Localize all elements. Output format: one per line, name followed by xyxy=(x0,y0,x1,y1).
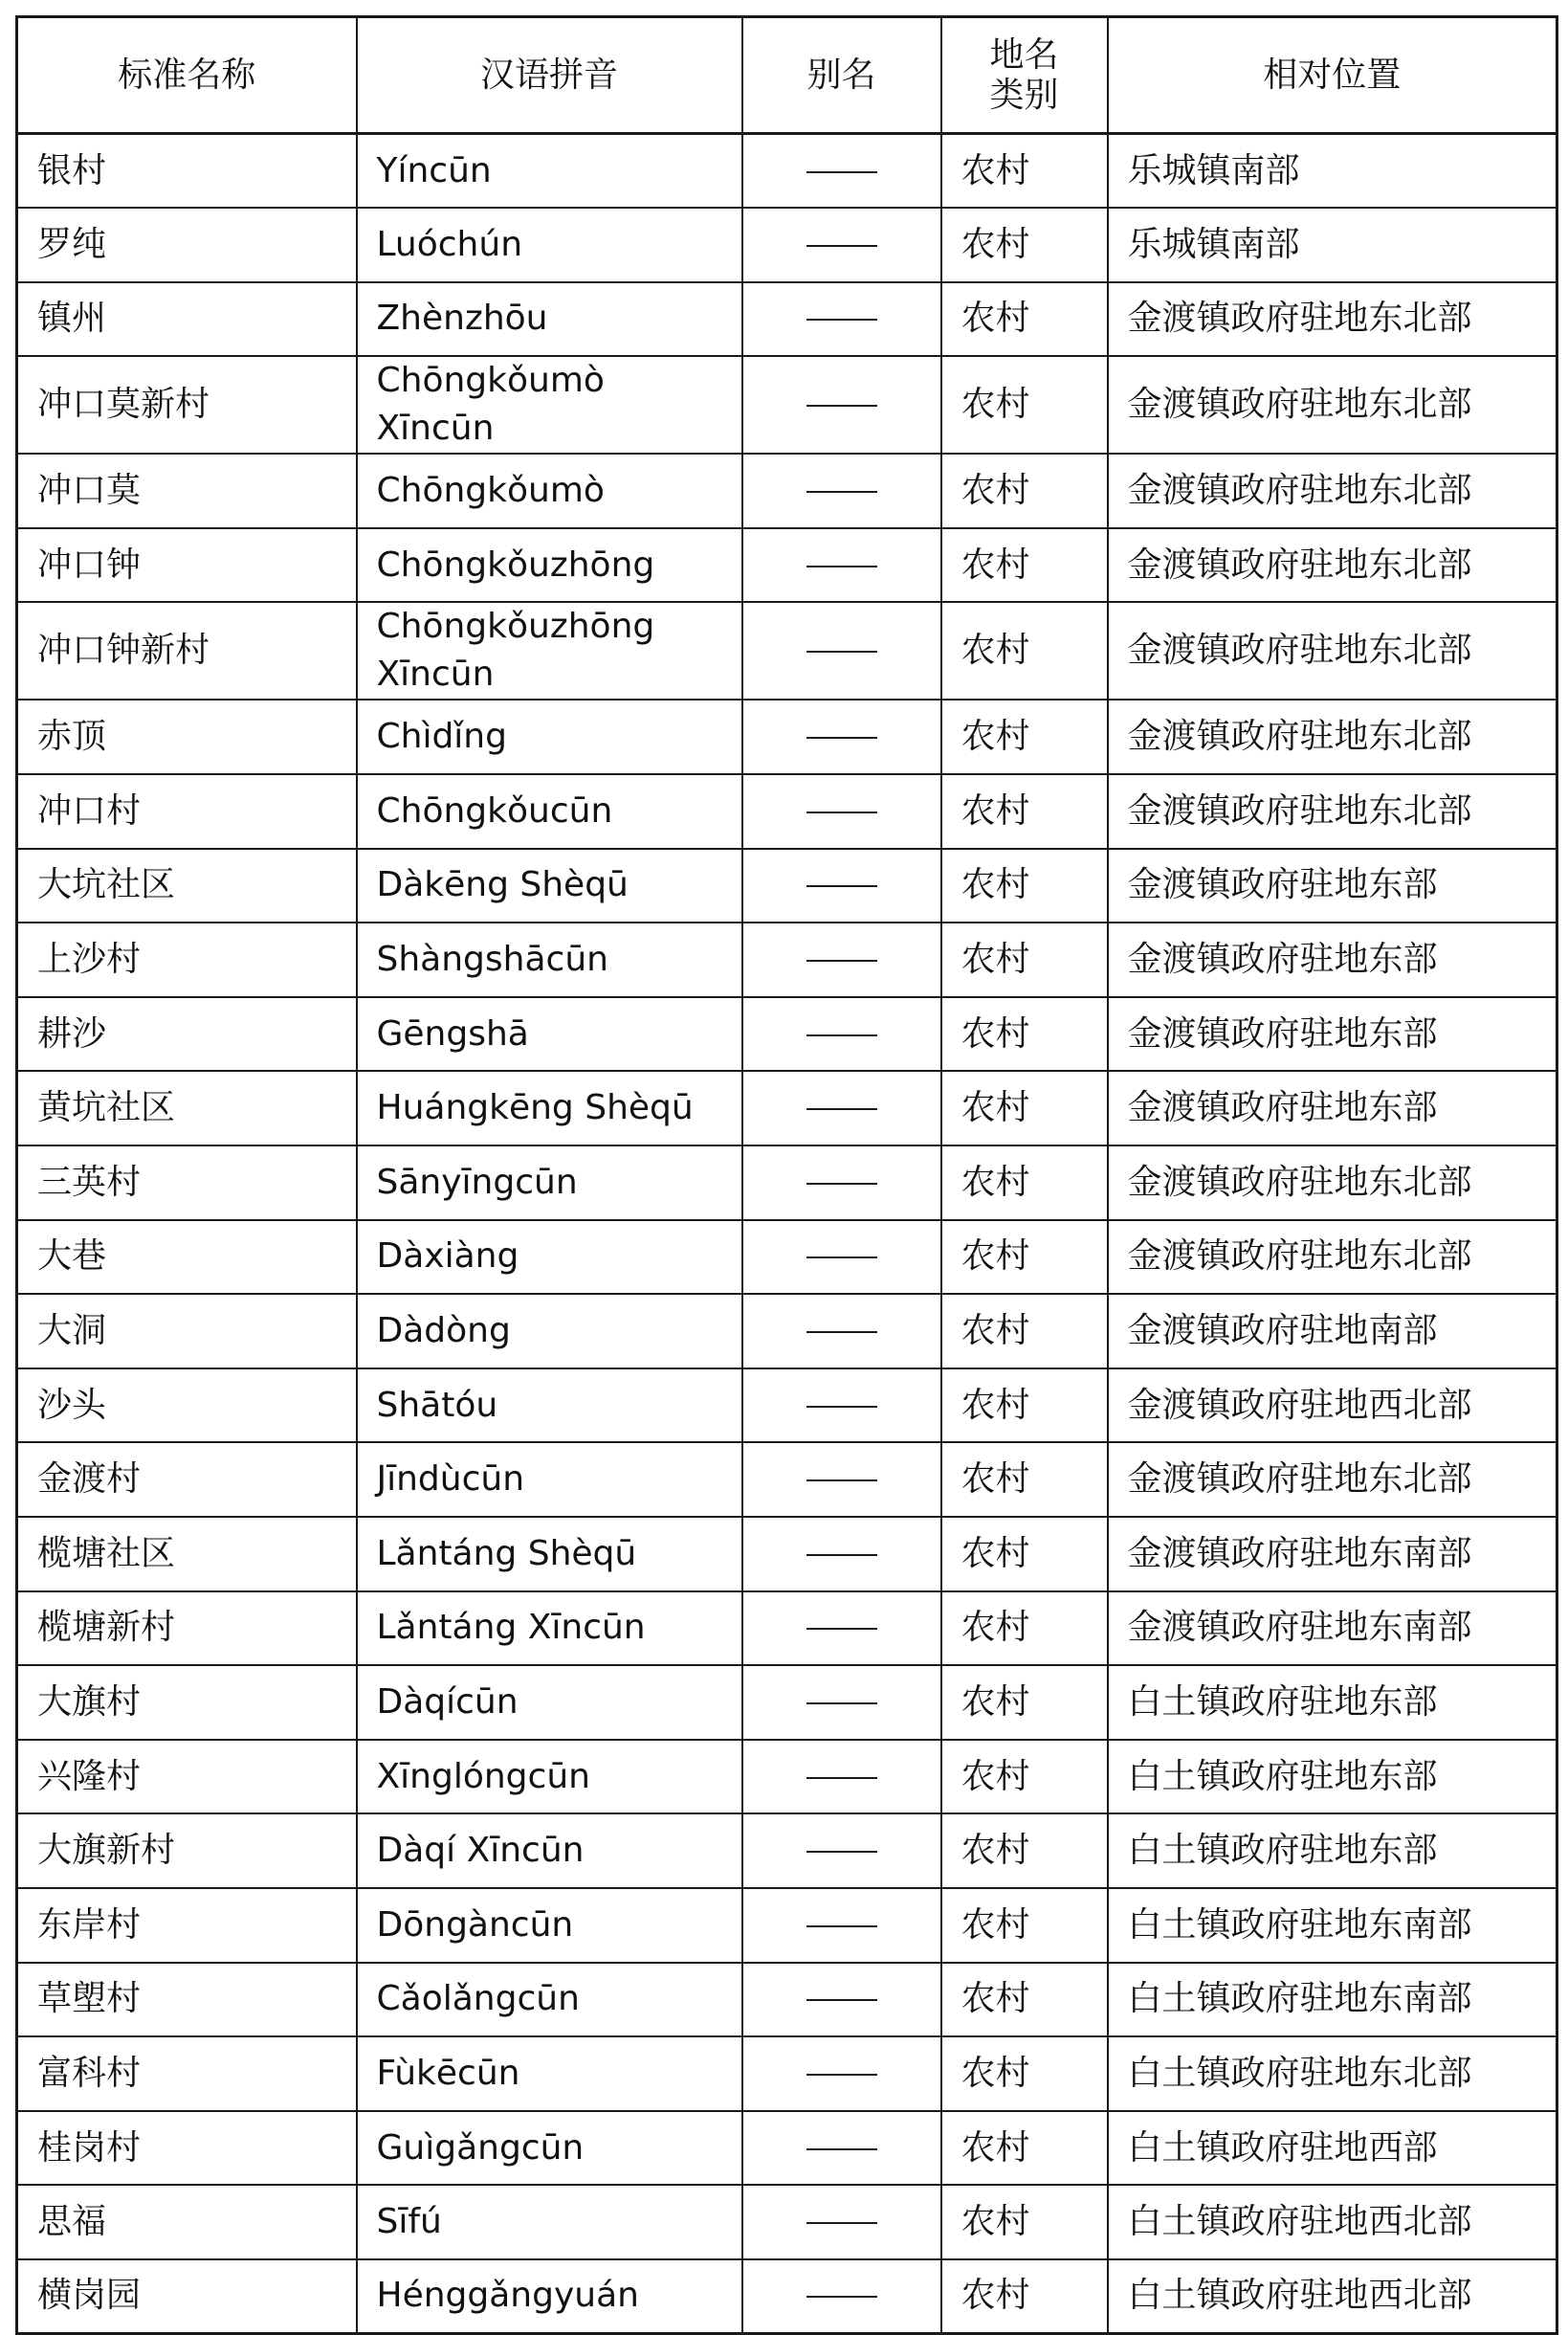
cell-location: 金渡镇政府驻地东北部 xyxy=(1108,282,1557,357)
cell-standard-name: 大坑社区 xyxy=(17,849,357,923)
alias-dash xyxy=(806,2148,877,2150)
cell-standard-name: 大巷 xyxy=(17,1220,357,1295)
alias-dash xyxy=(806,2296,877,2298)
table-row xyxy=(17,1813,1557,1888)
table-row xyxy=(17,528,1557,603)
cell-alias xyxy=(742,528,941,603)
cell-standard-name: 赤顶 xyxy=(17,700,357,774)
cell-category: 农村 xyxy=(941,923,1108,997)
cell-location: 白土镇政府驻地西北部 xyxy=(1108,2185,1557,2259)
cell-location: 金渡镇政府驻地东北部 xyxy=(1108,356,1557,454)
cell-pinyin: Chìdǐng xyxy=(357,700,742,774)
cell-location: 金渡镇政府驻地东北部 xyxy=(1108,528,1557,603)
cell-alias xyxy=(742,1145,941,1220)
cell-pinyin: Guìgǎngcūn xyxy=(357,2111,742,2186)
alias-dash xyxy=(806,1406,877,1408)
cell-standard-name: 大洞 xyxy=(17,1294,357,1368)
cell-alias xyxy=(742,1665,941,1740)
cell-location: 白土镇政府驻地东南部 xyxy=(1108,1888,1557,1963)
header-category-line2: 类别 xyxy=(989,75,1059,115)
cell-location: 白土镇政府驻地东部 xyxy=(1108,1813,1557,1888)
cell-category: 农村 xyxy=(941,1963,1108,2037)
alias-dash xyxy=(806,960,877,962)
cell-pinyin: Dàqícūn xyxy=(357,1665,742,1740)
cell-standard-name: 桂岗村 xyxy=(17,2111,357,2186)
cell-standard-name: 冲口莫 xyxy=(17,454,357,528)
cell-location: 金渡镇政府驻地东部 xyxy=(1108,997,1557,1072)
cell-pinyin: Dàxiàng xyxy=(357,1220,742,1295)
table-body xyxy=(17,134,1557,2334)
cell-standard-name: 大旗新村 xyxy=(17,1813,357,1888)
cell-category: 农村 xyxy=(941,849,1108,923)
cell-pinyin: Sīfú xyxy=(357,2185,742,2259)
cell-pinyin: Shàngshācūn xyxy=(357,923,742,997)
cell-pinyin: Dàdòng xyxy=(357,1294,742,1368)
cell-alias xyxy=(742,1963,941,2037)
cell-alias xyxy=(742,1294,941,1368)
cell-location: 金渡镇政府驻地西北部 xyxy=(1108,1368,1557,1443)
cell-standard-name: 东岸村 xyxy=(17,1888,357,1963)
cell-standard-name: 镇州 xyxy=(17,282,357,357)
cell-standard-name: 冲口村 xyxy=(17,774,357,849)
cell-alias xyxy=(742,1740,941,1814)
cell-standard-name: 三英村 xyxy=(17,1145,357,1220)
cell-alias xyxy=(742,282,941,357)
table-row xyxy=(17,700,1557,774)
cell-category: 农村 xyxy=(941,1517,1108,1591)
cell-category: 农村 xyxy=(941,528,1108,603)
table-row xyxy=(17,1517,1557,1591)
cell-pinyin: Dàqí Xīncūn xyxy=(357,1813,742,1888)
cell-category: 农村 xyxy=(941,1591,1108,1666)
cell-alias xyxy=(742,1220,941,1295)
table-row xyxy=(17,1220,1557,1295)
cell-pinyin: Zhènzhōu xyxy=(357,282,742,357)
cell-alias xyxy=(742,700,941,774)
cell-pinyin: Fùkēcūn xyxy=(357,2036,742,2111)
cell-location: 金渡镇政府驻地东部 xyxy=(1108,849,1557,923)
cell-alias xyxy=(742,356,941,454)
cell-location: 金渡镇政府驻地东南部 xyxy=(1108,1517,1557,1591)
cell-pinyin: Chōngkǒucūn xyxy=(357,774,742,849)
table-header-row xyxy=(17,17,1557,134)
header-category-line1: 地名 xyxy=(989,34,1059,75)
alias-dash xyxy=(806,1554,877,1556)
cell-standard-name: 沙头 xyxy=(17,1368,357,1443)
cell-alias xyxy=(742,849,941,923)
cell-category: 农村 xyxy=(941,1368,1108,1443)
alias-dash xyxy=(806,1702,877,1704)
table-row xyxy=(17,1145,1557,1220)
cell-standard-name: 兴隆村 xyxy=(17,1740,357,1814)
alias-dash xyxy=(806,1034,877,1036)
cell-standard-name: 银村 xyxy=(17,134,357,209)
alias-dash xyxy=(806,171,877,173)
cell-alias xyxy=(742,774,941,849)
cell-alias xyxy=(742,2259,941,2334)
table-row xyxy=(17,208,1557,282)
cell-alias xyxy=(742,1071,941,1145)
table-row xyxy=(17,282,1557,357)
cell-standard-name: 榄塘新村 xyxy=(17,1591,357,1666)
cell-pinyin: Sānyīngcūn xyxy=(357,1145,742,1220)
alias-dash xyxy=(806,1999,877,2001)
table-row xyxy=(17,1740,1557,1814)
alias-dash xyxy=(806,651,877,653)
alias-dash xyxy=(806,737,877,739)
table-row xyxy=(17,1071,1557,1145)
cell-standard-name: 草塱村 xyxy=(17,1963,357,2037)
cell-standard-name: 上沙村 xyxy=(17,923,357,997)
cell-alias xyxy=(742,1591,941,1666)
cell-standard-name: 冲口钟 xyxy=(17,528,357,603)
cell-pinyin: Lǎntáng Xīncūn xyxy=(357,1591,742,1666)
cell-location: 白土镇政府驻地东部 xyxy=(1108,1740,1557,1814)
alias-dash xyxy=(806,1183,877,1185)
header-alias: 别名 xyxy=(742,17,941,134)
table-row xyxy=(17,2185,1557,2259)
cell-category: 农村 xyxy=(941,2036,1108,2111)
cell-pinyin: Huángkēng Shèqū xyxy=(357,1071,742,1145)
cell-location: 金渡镇政府驻地东部 xyxy=(1108,1071,1557,1145)
cell-category: 农村 xyxy=(941,1740,1108,1814)
table-row xyxy=(17,1294,1557,1368)
cell-alias xyxy=(742,454,941,528)
cell-pinyin: Chōngkǒuzhōng xyxy=(357,528,742,603)
cell-standard-name: 富科村 xyxy=(17,2036,357,2111)
cell-category: 农村 xyxy=(941,1294,1108,1368)
cell-alias xyxy=(742,1888,941,1963)
cell-alias xyxy=(742,134,941,209)
cell-location: 金渡镇政府驻地东北部 xyxy=(1108,454,1557,528)
cell-location: 金渡镇政府驻地东北部 xyxy=(1108,1220,1557,1295)
alias-dash xyxy=(806,812,877,813)
alias-dash xyxy=(806,1256,877,1258)
cell-alias xyxy=(742,1368,941,1443)
cell-location: 白土镇政府驻地东南部 xyxy=(1108,1963,1557,2037)
cell-category: 农村 xyxy=(941,2259,1108,2334)
alias-dash xyxy=(806,566,877,567)
cell-location: 乐城镇南部 xyxy=(1108,134,1557,209)
cell-alias xyxy=(742,923,941,997)
cell-alias xyxy=(742,1517,941,1591)
cell-category: 农村 xyxy=(941,602,1108,700)
cell-pinyin: Luóchún xyxy=(357,208,742,282)
cell-pinyin: Dàkēng Shèqū xyxy=(357,849,742,923)
alias-dash xyxy=(806,1331,877,1333)
cell-alias xyxy=(742,2111,941,2186)
cell-location: 白土镇政府驻地西北部 xyxy=(1108,2259,1557,2334)
cell-category: 农村 xyxy=(941,356,1108,454)
cell-pinyin: Xīnglóngcūn xyxy=(357,1740,742,1814)
cell-category: 农村 xyxy=(941,1220,1108,1295)
header-location: 相对位置 xyxy=(1108,17,1557,134)
cell-standard-name: 罗纯 xyxy=(17,208,357,282)
cell-location: 金渡镇政府驻地东北部 xyxy=(1108,602,1557,700)
cell-alias xyxy=(742,602,941,700)
cell-category: 农村 xyxy=(941,208,1108,282)
table-row xyxy=(17,356,1557,454)
header-standard-name: 标准名称 xyxy=(17,17,357,134)
alias-dash xyxy=(806,2074,877,2076)
cell-category: 农村 xyxy=(941,134,1108,209)
table-row xyxy=(17,1665,1557,1740)
cell-pinyin: Jīndùcūn xyxy=(357,1442,742,1517)
cell-standard-name: 耕沙 xyxy=(17,997,357,1072)
cell-location: 乐城镇南部 xyxy=(1108,208,1557,282)
cell-pinyin: Hénggǎngyuán xyxy=(357,2259,742,2334)
header-category xyxy=(941,17,1108,134)
alias-dash xyxy=(806,1628,877,1630)
cell-alias xyxy=(742,2185,941,2259)
table-row xyxy=(17,849,1557,923)
cell-standard-name: 横岗园 xyxy=(17,2259,357,2334)
cell-category: 农村 xyxy=(941,1071,1108,1145)
table-row xyxy=(17,2259,1557,2334)
cell-pinyin: Gēngshā xyxy=(357,997,742,1072)
alias-dash xyxy=(806,491,877,493)
cell-location: 白土镇政府驻地东北部 xyxy=(1108,2036,1557,2111)
cell-location: 金渡镇政府驻地南部 xyxy=(1108,1294,1557,1368)
cell-location: 金渡镇政府驻地东北部 xyxy=(1108,700,1557,774)
cell-standard-name: 大旗村 xyxy=(17,1665,357,1740)
cell-category: 农村 xyxy=(941,282,1108,357)
table-row xyxy=(17,602,1557,700)
cell-standard-name: 榄塘社区 xyxy=(17,1517,357,1591)
cell-category: 农村 xyxy=(941,700,1108,774)
cell-location: 白土镇政府驻地西部 xyxy=(1108,2111,1557,2186)
alias-dash xyxy=(806,1479,877,1481)
cell-pinyin: Lǎntáng Shèqū xyxy=(357,1517,742,1591)
table-row xyxy=(17,1591,1557,1666)
header-pinyin: 汉语拼音 xyxy=(357,17,742,134)
cell-category: 农村 xyxy=(941,1813,1108,1888)
cell-standard-name: 冲口莫新村 xyxy=(17,356,357,454)
cell-standard-name: 金渡村 xyxy=(17,1442,357,1517)
cell-location: 金渡镇政府驻地东南部 xyxy=(1108,1591,1557,1666)
alias-dash xyxy=(806,885,877,887)
cell-pinyin: Dōngàncūn xyxy=(357,1888,742,1963)
table-row xyxy=(17,134,1557,209)
cell-category: 农村 xyxy=(941,2185,1108,2259)
cell-pinyin: Chōngkǒumò xyxy=(357,454,742,528)
cell-pinyin: Chōngkǒumò Xīncūn xyxy=(357,356,742,454)
alias-dash xyxy=(806,1777,877,1779)
cell-location: 金渡镇政府驻地东部 xyxy=(1108,923,1557,997)
alias-dash xyxy=(806,245,877,247)
cell-category: 农村 xyxy=(941,997,1108,1072)
table-row xyxy=(17,2036,1557,2111)
cell-alias xyxy=(742,997,941,1072)
table-row xyxy=(17,1442,1557,1517)
cell-standard-name: 冲口钟新村 xyxy=(17,602,357,700)
place-name-table xyxy=(15,15,1558,2335)
table-row xyxy=(17,774,1557,849)
cell-standard-name: 黄坑社区 xyxy=(17,1071,357,1145)
cell-location: 白土镇政府驻地东部 xyxy=(1108,1665,1557,1740)
table-row xyxy=(17,923,1557,997)
cell-pinyin: Shātóu xyxy=(357,1368,742,1443)
cell-category: 农村 xyxy=(941,1888,1108,1963)
cell-pinyin: Yíncūn xyxy=(357,134,742,209)
table-row xyxy=(17,1368,1557,1443)
cell-category: 农村 xyxy=(941,1145,1108,1220)
alias-dash xyxy=(806,319,877,321)
cell-alias xyxy=(742,1442,941,1517)
cell-location: 金渡镇政府驻地东北部 xyxy=(1108,774,1557,849)
alias-dash xyxy=(806,1925,877,1927)
table-row xyxy=(17,454,1557,528)
cell-alias xyxy=(742,1813,941,1888)
alias-dash xyxy=(806,1108,877,1110)
table-row xyxy=(17,997,1557,1072)
table-row xyxy=(17,2111,1557,2186)
cell-pinyin: Cǎolǎngcūn xyxy=(357,1963,742,2037)
cell-standard-name: 思福 xyxy=(17,2185,357,2259)
cell-location: 金渡镇政府驻地东北部 xyxy=(1108,1442,1557,1517)
cell-category: 农村 xyxy=(941,1442,1108,1517)
alias-dash xyxy=(806,1851,877,1853)
alias-dash xyxy=(806,405,877,407)
alias-dash xyxy=(806,2222,877,2224)
cell-category: 农村 xyxy=(941,454,1108,528)
table-row xyxy=(17,1888,1557,1963)
cell-category: 农村 xyxy=(941,2111,1108,2186)
cell-pinyin: Chōngkǒuzhōng Xīncūn xyxy=(357,602,742,700)
cell-location: 金渡镇政府驻地东北部 xyxy=(1108,1145,1557,1220)
cell-category: 农村 xyxy=(941,1665,1108,1740)
cell-alias xyxy=(742,208,941,282)
cell-category: 农村 xyxy=(941,774,1108,849)
cell-alias xyxy=(742,2036,941,2111)
table-row xyxy=(17,1963,1557,2037)
